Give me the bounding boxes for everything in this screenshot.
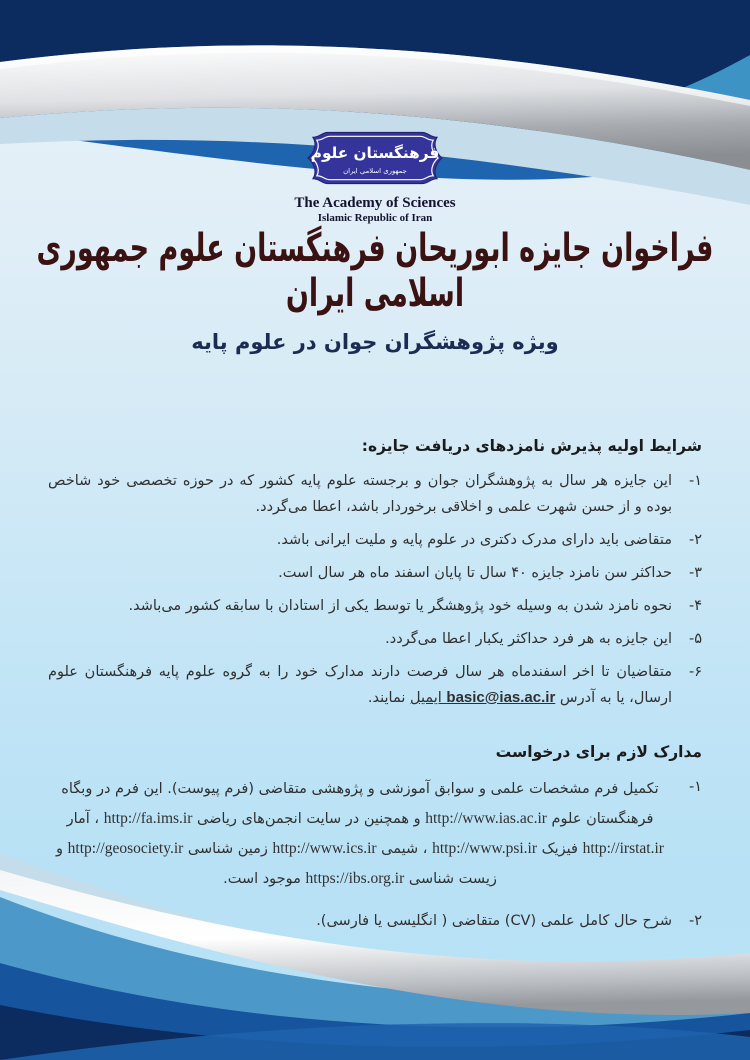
link-chemistry-society[interactable]: http://www.ics.ir [272,840,377,857]
item-text: حداکثر سن نامزد جایزه ۴۰ سال تا پایان اسفند ماه هر سال است. [278,565,672,581]
email-underlined-group [410,690,555,706]
item-text-segment: و زیست شناسی [56,841,497,887]
item-text-segment: فیزیک [537,841,583,857]
conditions-heading: شرایط اولیه پذیرش نامزدهای دریافت جایزه: [361,437,702,455]
link-statistics-society[interactable]: http://irstat.ir [582,840,664,857]
item-text [48,659,672,711]
content-area [48,437,702,941]
emblem-title: فرهنگستان علوم [310,144,440,162]
org-name-english: The Academy of Sciences [294,195,456,211]
item-text: نحوه نامزد شدن به وسیله خود پژوهشگر یا توسط یکی از استادان با سابقه کشور می‌باشد. [128,598,672,614]
link-geology-society[interactable]: http://geosociety.ir [67,840,184,857]
documents-heading: مدارک لازم برای درخواست [495,743,702,761]
item-text: این جایزه هر سال به پژوهشگران جوان و برجسته علوم پایه کشور که در حوزه تخصصی خود شاخص بوده و از حسن شهرت علمی و اخلاقی برخوردار باشد، اعطا می‌گردد. [48,473,672,515]
link-ias-website[interactable]: http://www.ias.ac.ir [425,810,547,827]
academy-emblem-icon [306,127,444,189]
condition-item-6 [48,659,702,711]
item-number: ۳- [688,565,702,581]
item-text: شرح حال کامل علمی (CV) متقاضی ( انگلیسی یا فارسی). [316,913,672,929]
item-number: ۶- [688,664,702,680]
email-address[interactable]: basic@ias.ac.ir [446,689,556,706]
item-text-segment: ، آمار [66,811,104,827]
academy-logo [0,127,750,225]
item-text-segment: و همچنین در سایت انجمن‌های ریاضی [192,811,426,827]
item-text-segment: تکمیل فرم مشخصات علمی و سوابق آموزشی و پژوهشی متقاضی (فرم پیوست). این فرم در وبگاه فرهنگستان علوم [61,781,659,827]
item-number: ۱- [688,779,702,795]
item-number: ۴- [688,598,702,614]
item-text-after: نمایند. [367,690,410,706]
item-text-segment: موجود است. [223,871,306,887]
item-text-before: متقاضیان تا اخر اسفندماه هر سال فرصت دارند مدارک خود را به گروه علوم پایه فرهنگستان علوم ارسال، یا به آدرس [48,664,672,706]
item-text: متقاضی باید دارای مدرک دکتری در علوم پایه و ملیت ایرانی باشد. [276,532,672,548]
item-number: ۱- [688,473,702,489]
item-text-segment: زمین شناسی [183,841,273,857]
item-number: ۵- [688,631,702,647]
email-word: ایمیل [410,690,447,706]
condition-item-5 [48,626,702,652]
org-country-english: Islamic Republic of Iran [317,212,433,224]
link-biology-society[interactable]: https://ibs.org.ir [305,870,405,887]
item-text: این جایزه به هر فرد حداکثر یکبار اعطا می‌گردد. [385,631,672,647]
emblem-subtitle: جمهوری اسلامی ایران [343,166,407,175]
condition-item-3 [48,560,702,586]
item-number: ۲- [688,913,702,929]
item-text-segment: ، شیمی [376,841,433,857]
condition-item-1 [48,468,702,520]
item-text [48,774,672,894]
condition-item-4 [48,593,702,619]
poster-title: فراخوان جایزه ابوریحان فرهنگستان علوم جمهوری اسلامی ایران [36,226,714,316]
poster-subtitle: ویژه پژوهشگران جوان در علوم پایه [191,330,559,354]
link-math-society[interactable]: http://fa.ims.ir [103,810,193,827]
link-physics-society[interactable]: http://www.psi.ir [432,840,538,857]
document-item-1 [48,774,702,894]
document-item-2 [48,908,702,934]
condition-item-2 [48,527,702,553]
item-number: ۲- [688,532,702,548]
